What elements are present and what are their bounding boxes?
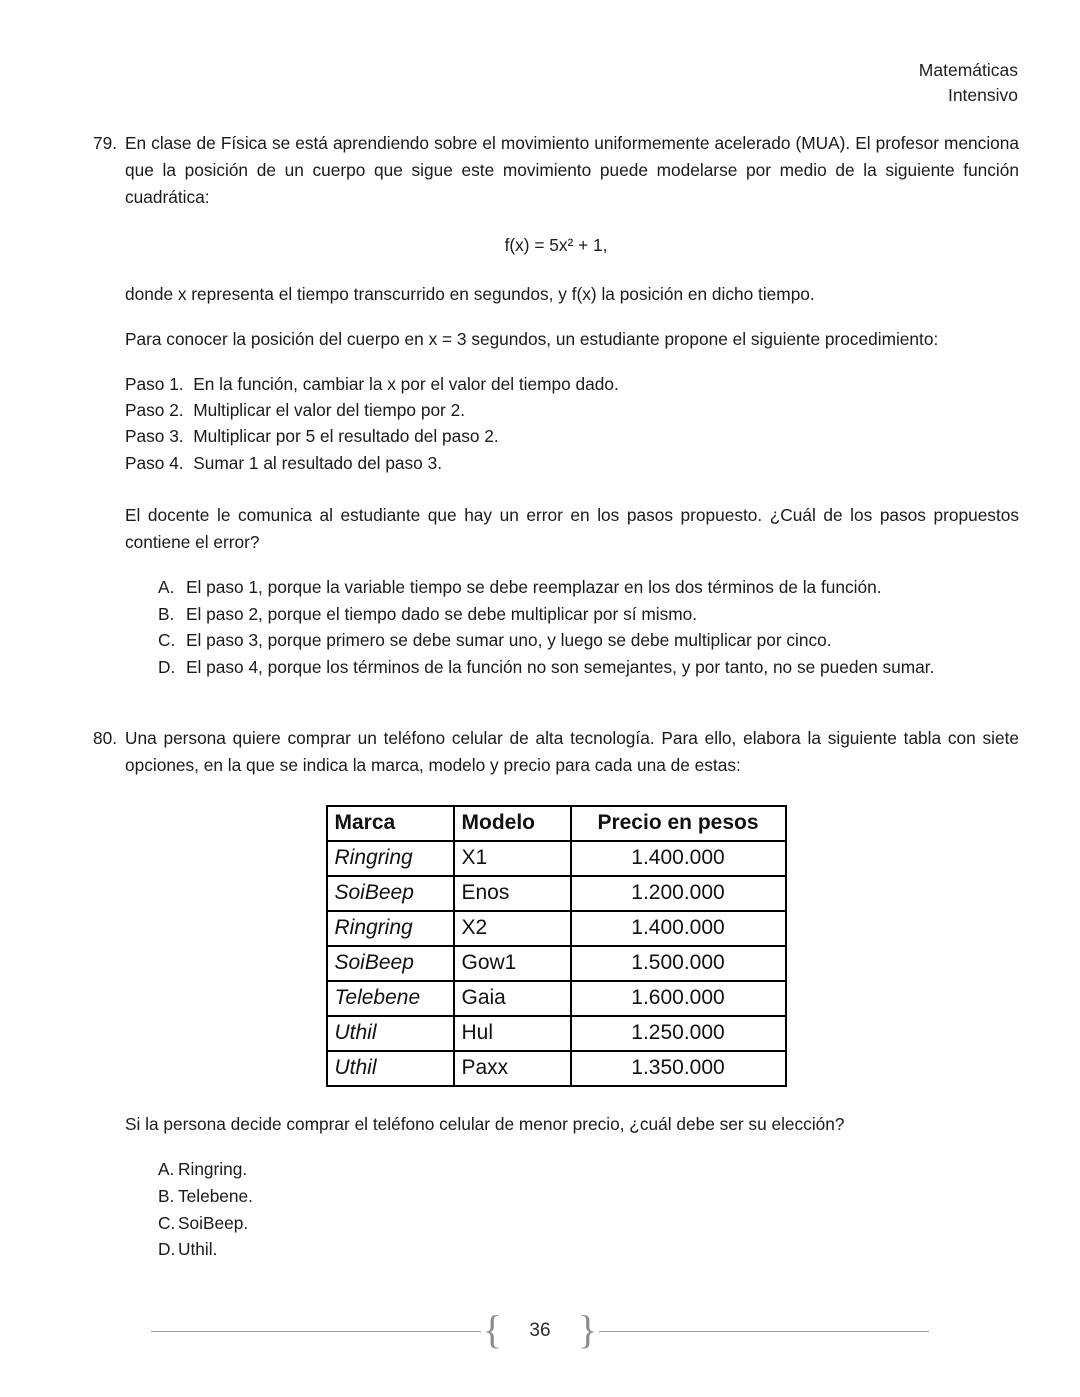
- question-80: [93, 725, 1019, 1263]
- cell-marca: Ringring: [327, 911, 454, 946]
- cell-modelo: X1: [454, 841, 571, 876]
- header-program: Intensivo: [947, 84, 1018, 105]
- option-b[interactable]: [158, 601, 1019, 628]
- table-row: [327, 1051, 786, 1086]
- option-b-letter: B.: [158, 1185, 175, 1206]
- brace-close-icon: }: [578, 1307, 598, 1352]
- table-row: [327, 876, 786, 911]
- option-c-letter: C.: [158, 630, 176, 651]
- option-a-letter: A.: [158, 1158, 175, 1179]
- table-row: [327, 946, 786, 981]
- footer-rule-right: [599, 1331, 929, 1332]
- cell-marca: Telebene: [327, 981, 454, 1016]
- cell-marca: Uthil: [327, 1016, 454, 1051]
- cell-marca: Ringring: [327, 841, 454, 876]
- option-d[interactable]: [158, 654, 1019, 681]
- question-spacer: [93, 681, 1019, 725]
- step-item: Paso 4. Sumar 1 al resultado del paso 3.: [125, 452, 443, 473]
- option-c[interactable]: [158, 627, 1019, 654]
- option-c-text: El paso 3, porque primero se debe sumar uno, y luego se debe multiplicar por cinco.: [186, 630, 832, 651]
- option-c[interactable]: [158, 1210, 1019, 1237]
- step-item: Paso 1. En la función, cambiar la x por el valor del tiempo dado.: [125, 373, 619, 394]
- step-item: Paso 2. Multiplicar el valor del tiempo por 2.: [125, 400, 466, 421]
- cell-precio: 1.250.000: [571, 1016, 786, 1051]
- question-79-steps: [125, 371, 1019, 476]
- cell-precio: 1.200.000: [571, 876, 786, 911]
- option-b-letter: B.: [158, 603, 175, 624]
- header-subject: Matemáticas: [918, 60, 1018, 80]
- column-header-marca: Marca: [327, 806, 454, 841]
- option-a[interactable]: [158, 574, 1019, 601]
- option-a-letter: A.: [158, 576, 175, 597]
- cell-modelo: X2: [454, 911, 571, 946]
- cell-precio: 1.600.000: [571, 981, 786, 1016]
- table-row: [327, 1016, 786, 1051]
- cell-precio: 1.400.000: [571, 841, 786, 876]
- cell-modelo: Enos: [454, 876, 571, 911]
- option-a-text: Ringring.: [178, 1158, 248, 1179]
- question-79-options: [158, 574, 1019, 681]
- cell-modelo: Paxx: [454, 1051, 571, 1086]
- option-d-letter: D.: [158, 657, 176, 678]
- option-c-letter: C.: [158, 1212, 176, 1233]
- option-c-text: SoiBeep.: [178, 1212, 249, 1233]
- question-79-after-formula: donde x representa el tiempo transcurrido en segundos, y f(x) la posición en dicho tiempo.: [125, 283, 815, 304]
- brace-open-icon: {: [482, 1307, 502, 1352]
- cell-precio: 1.400.000: [571, 911, 786, 946]
- page-footer: [0, 1309, 1080, 1353]
- document-header: [919, 58, 1018, 108]
- question-79-formula: f(x) = 5x² + 1,: [504, 234, 608, 255]
- table-row: [327, 911, 786, 946]
- question-80-prompt: Si la persona decide comprar el teléfono celular de menor precio, ¿cuál debe ser su elección?: [125, 1113, 845, 1134]
- question-80-options: [158, 1156, 1019, 1263]
- option-a-text: El paso 1, porque la variable tiempo se debe reemplazar en los dos términos de la función.: [186, 576, 882, 597]
- option-a[interactable]: [158, 1156, 1019, 1183]
- table-header-row: [327, 806, 786, 841]
- option-d-text: Uthil.: [178, 1239, 218, 1260]
- option-d-letter: D.: [158, 1239, 176, 1260]
- footer-rule-left: [151, 1331, 481, 1332]
- phone-options-table: [326, 805, 787, 1087]
- cell-modelo: Hul: [454, 1016, 571, 1051]
- option-b-text: Telebene.: [178, 1185, 253, 1206]
- cell-precio: 1.500.000: [571, 946, 786, 981]
- table-row: [327, 981, 786, 1016]
- cell-modelo: Gow1: [454, 946, 571, 981]
- option-b[interactable]: [158, 1183, 1019, 1210]
- cell-marca: SoiBeep: [327, 876, 454, 911]
- question-80-body: [125, 725, 1019, 1263]
- question-79-number: 79.: [93, 133, 118, 153]
- step-item: Paso 3. Multiplicar por 5 el resultado del paso 2.: [125, 426, 499, 447]
- cell-marca: SoiBeep: [327, 946, 454, 981]
- question-79-procedure-intro: Para conocer la posición del cuerpo en x = 3 segundos, un estudiante propone el siguiente procedimiento:: [125, 328, 939, 349]
- page-content: [93, 130, 1019, 1263]
- cell-modelo: Gaia: [454, 981, 571, 1016]
- phone-options-table-wrapper: [93, 805, 1019, 1087]
- question-80-number: 80.: [93, 728, 118, 749]
- question-79-body: [125, 130, 1019, 681]
- cell-marca: Uthil: [327, 1051, 454, 1086]
- column-header-modelo: Modelo: [454, 806, 571, 841]
- column-header-precio: Precio en pesos: [571, 806, 786, 841]
- question-80-intro: Una persona quiere comprar un teléfono celular de alta tecnología. Para ello, elabora la siguiente tabla con siete opciones, en la que se indica la marca, modelo y precio para cada una de estas:: [125, 728, 1019, 775]
- option-d[interactable]: [158, 1236, 1019, 1263]
- question-79-intro: En clase de Física se está aprendiendo sobre el movimiento uniformemente acelerado (MUA). El profesor menciona que la posición de un cuerpo que sigue este movimiento puede modelarse por medio de la siguiente función cuadrática:: [125, 133, 1019, 207]
- option-d-text: El paso 4, porque los términos de la función no son semejantes, y por tanto, no se pueden sumar.: [186, 657, 935, 678]
- question-79: [93, 130, 1019, 681]
- cell-precio: 1.350.000: [571, 1051, 786, 1086]
- table-row: [327, 841, 786, 876]
- page-number: 36: [529, 1320, 551, 1341]
- question-79-prompt: El docente le comunica al estudiante que hay un error en los pasos propuesto. ¿Cuál de los pasos propuestos contiene el error?: [125, 504, 1019, 552]
- option-b-text: El paso 2, porque el tiempo dado se debe multiplicar por sí mismo.: [186, 603, 698, 624]
